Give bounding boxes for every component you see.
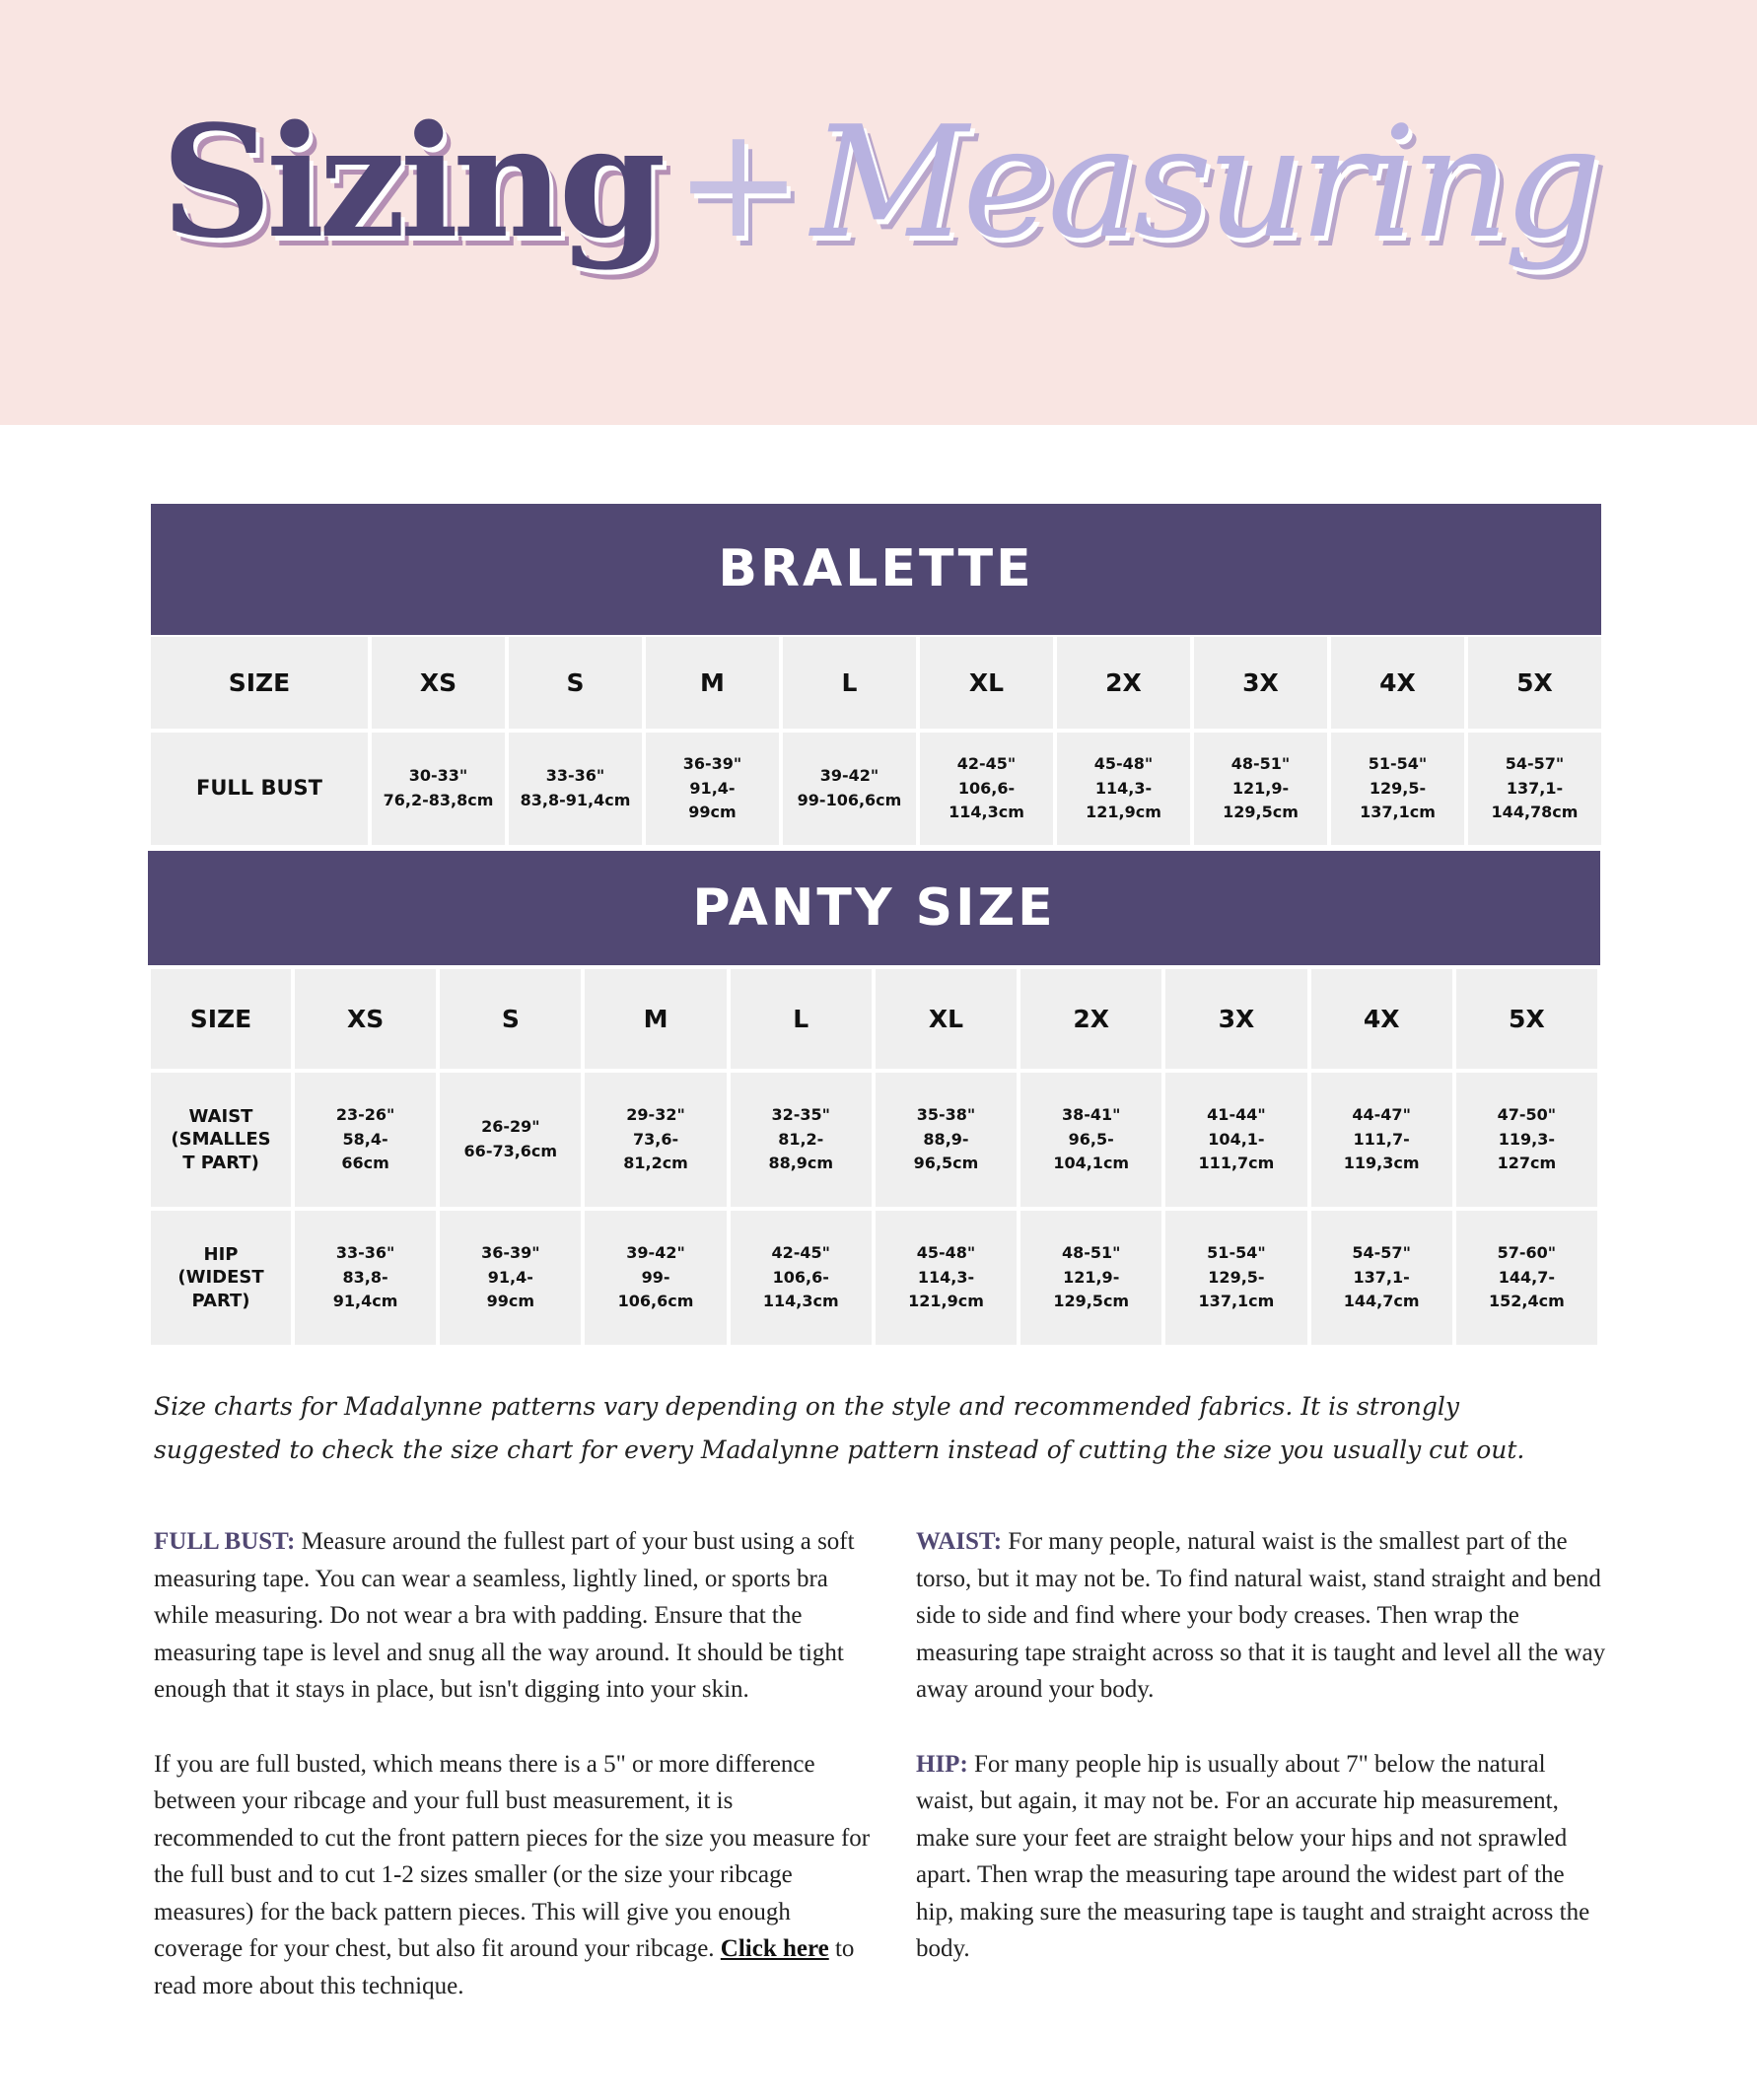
table-cell: 51-54" 129,5- 137,1cm	[1331, 733, 1464, 845]
table-cell: 54-57" 137,1- 144,7cm	[1311, 1211, 1452, 1345]
waist-paragraph	[916, 1523, 1606, 1709]
panty-table-title: PANTY SIZE	[148, 851, 1600, 965]
page-title	[0, 94, 1757, 271]
table-cell: 36-39" 91,4- 99cm	[646, 733, 779, 845]
table-cell: 51-54" 129,5- 137,1cm	[1165, 1211, 1306, 1345]
header-banner	[0, 0, 1757, 425]
waist-row-label: WAIST (SMALLES T PART)	[151, 1073, 291, 1207]
table-cell: 29-32" 73,6- 81,2cm	[585, 1073, 726, 1207]
panty-size-col: M	[585, 969, 726, 1069]
panty-size-col: XL	[876, 969, 1017, 1069]
bralette-size-col: XL	[920, 637, 1053, 729]
bralette-size-col: L	[783, 637, 916, 729]
panty-size-col: 2X	[1020, 969, 1161, 1069]
full-bust-row-label: FULL BUST	[151, 733, 368, 845]
full-busted-text-end: to read more about this technique.	[154, 1935, 855, 1999]
table-cell: 23-26" 58,4- 66cm	[295, 1073, 436, 1207]
full-bust-label: FULL BUST:	[154, 1528, 296, 1555]
waist-label: WAIST:	[916, 1528, 1003, 1555]
panty-size-col: 3X	[1165, 969, 1306, 1069]
bralette-size-col: 2X	[1057, 637, 1190, 729]
table-cell: 48-51" 121,9- 129,5cm	[1020, 1211, 1161, 1345]
table-cell: 39-42" 99-106,6cm	[783, 733, 916, 845]
panty-size-col: 4X	[1311, 969, 1452, 1069]
full-bust-text: Measure around the fullest part of your bust using a soft measuring tape. You can wear a seamless, lightly lined, or sports bra while measuring. Do not wear a bra with padding. Ensure that the measuring tape is level and snug all the way around. It should be tight enough that it stays in place, but isn't digging into your skin.	[154, 1528, 855, 1703]
title-measuring: Measuring	[810, 93, 1596, 272]
hip-row-label: HIP (WIDEST PART)	[151, 1211, 291, 1345]
table-cell: 41-44" 104,1- 111,7cm	[1165, 1073, 1306, 1207]
title-sizing: Sizing	[161, 92, 661, 272]
panty-size-col: L	[731, 969, 872, 1069]
right-column	[916, 1523, 1606, 2005]
table-cell: 26-29" 66-73,6cm	[440, 1073, 581, 1207]
table-cell: 47-50" 119,3- 127cm	[1456, 1073, 1597, 1207]
bralette-size-header: SIZE	[151, 637, 368, 729]
title-plus: +	[673, 93, 798, 272]
left-column	[154, 1523, 874, 2042]
hip-text: For many people hip is usually about 7" below the natural waist, but again, it may not be. For an accurate hip measurement, make sure your feet are straight below your hips and not sprawled apart. Then wrap the measuring tape around the widest part of the hip, making sure the measuring tape is taught and straight across the body.	[916, 1750, 1590, 1962]
full-busted-paragraph	[154, 1746, 874, 2005]
full-bust-paragraph	[154, 1523, 874, 1709]
panty-size-header: SIZE	[151, 969, 291, 1069]
panty-size-col: S	[440, 969, 581, 1069]
table-cell: 45-48" 114,3-121,9cm	[1057, 733, 1190, 845]
bralette-size-col: 3X	[1194, 637, 1327, 729]
table-cell: 33-36" 83,8-91,4cm	[509, 733, 642, 845]
size-chart-note: Size charts for Madalynne patterns vary depending on the style and recommended fabrics. It is strongly suggested to check the size chart for every Madalynne pattern instead of cutting the size you usually cut out.	[154, 1392, 1525, 1464]
table-cell: 42-45" 106,6- 114,3cm	[920, 733, 1053, 845]
panty-size-col: 5X	[1456, 969, 1597, 1069]
table-cell: 35-38" 88,9- 96,5cm	[876, 1073, 1017, 1207]
bralette-size-col: 5X	[1468, 637, 1601, 729]
bralette-table-title: BRALETTE	[151, 504, 1601, 635]
bralette-size-table	[151, 637, 1601, 845]
table-cell: 39-42" 99- 106,6cm	[585, 1211, 726, 1345]
panty-size-col: XS	[295, 969, 436, 1069]
table-cell: 36-39" 91,4- 99cm	[440, 1211, 581, 1345]
bralette-size-col: XS	[372, 637, 505, 729]
table-cell: 48-51" 121,9- 129,5cm	[1194, 733, 1327, 845]
table-cell: 54-57" 137,1- 144,78cm	[1468, 733, 1601, 845]
full-busted-text: If you are full busted, which means there is a 5" or more difference between your ribcage and your full bust measurement, it is recommended to cut the front pattern pieces for the size you measure for the full bust and to cut 1-2 sizes smaller (or the size your ribcage measures) for the back pattern pieces. This will give you enough coverage for your chest, but also fit around your ribcage.	[154, 1750, 871, 1962]
table-cell: 38-41" 96,5- 104,1cm	[1020, 1073, 1161, 1207]
hip-paragraph	[916, 1746, 1606, 1968]
click-here-link[interactable]: Click here	[720, 1935, 829, 1962]
table-cell: 45-48" 114,3- 121,9cm	[876, 1211, 1017, 1345]
table-cell: 57-60" 144,7- 152,4cm	[1456, 1211, 1597, 1345]
table-cell: 33-36" 83,8- 91,4cm	[295, 1211, 436, 1345]
panty-size-table	[151, 969, 1597, 1345]
hip-label: HIP:	[916, 1750, 968, 1778]
table-cell: 42-45" 106,6- 114,3cm	[731, 1211, 872, 1345]
bralette-size-col: 4X	[1331, 637, 1464, 729]
table-cell: 32-35" 81,2- 88,9cm	[731, 1073, 872, 1207]
table-cell: 44-47" 111,7- 119,3cm	[1311, 1073, 1452, 1207]
waist-text: For many people, natural waist is the smallest part of the torso, but it may not be. To find natural waist, stand straight and bend side to side and find where your body creases. Then wrap the measuring tape straight across so that it is taught and level all the way away around your body.	[916, 1528, 1606, 1703]
bralette-size-col: S	[509, 637, 642, 729]
table-cell: 30-33" 76,2-83,8cm	[372, 733, 505, 845]
bralette-size-col: M	[646, 637, 779, 729]
